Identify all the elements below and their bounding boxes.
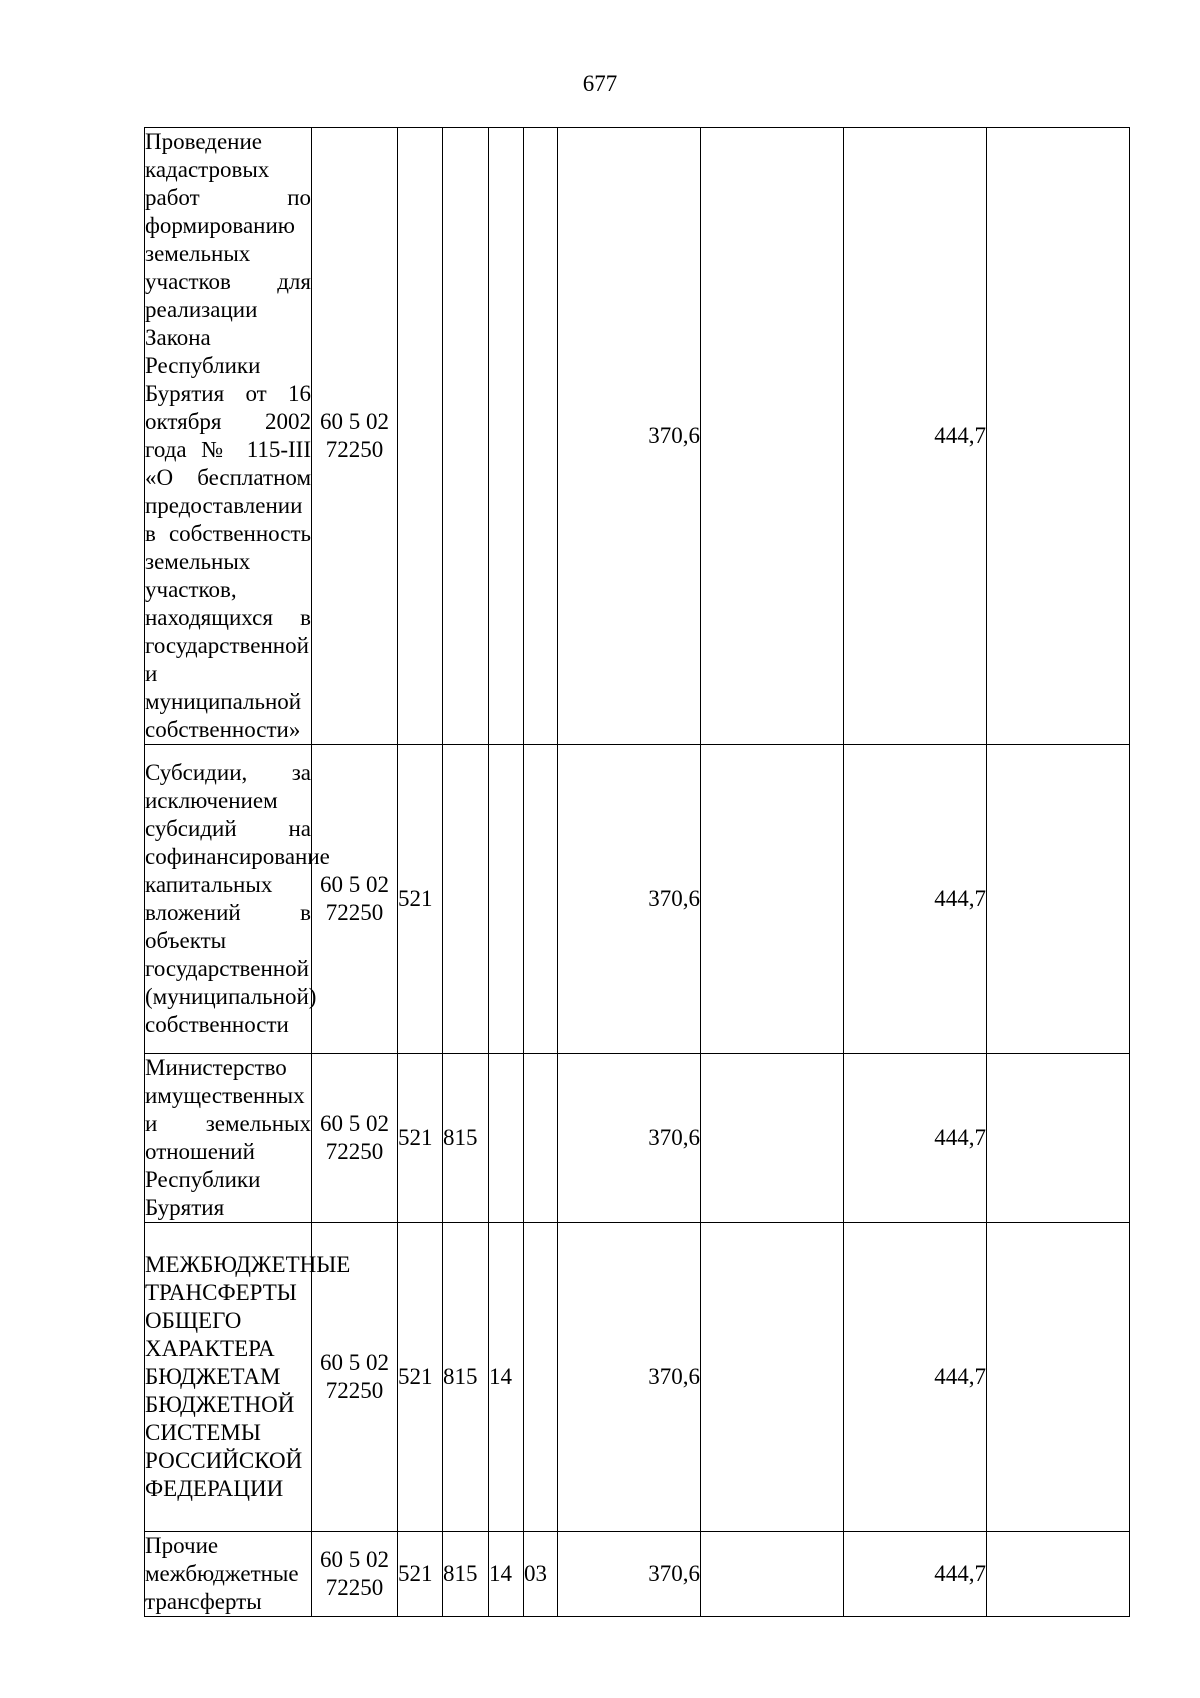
empty-amount-1 <box>701 1054 844 1223</box>
section-code: 14 <box>489 1223 524 1532</box>
amount-2: 444,7 <box>844 1532 987 1617</box>
table-row <box>145 1532 1130 1617</box>
row-name-cell <box>145 128 312 745</box>
target-article-code: 60 5 02 72250 <box>312 128 398 745</box>
empty-amount-1 <box>701 1223 844 1532</box>
amount-1: 370,6 <box>558 745 701 1054</box>
subsection-code <box>524 128 558 745</box>
table-row <box>145 1054 1130 1223</box>
subsection-code <box>524 745 558 1054</box>
expense-type-code: 521 <box>398 1532 443 1617</box>
empty-amount-2 <box>987 1223 1130 1532</box>
row-name-cell <box>145 1532 312 1617</box>
row-name-cell <box>145 745 330 1054</box>
empty-amount-2 <box>987 745 1130 1054</box>
expense-type-code: 521 <box>398 1223 443 1532</box>
target-article-code: 60 5 02 72250 <box>312 1054 398 1223</box>
target-article-code: 60 5 02 72250 <box>312 1532 398 1617</box>
budget-table <box>144 127 1130 1617</box>
row-name: Министерство имущественных и земельных отношений Республики Бурятия <box>145 1055 311 1220</box>
ministry-code: 815 <box>443 1223 489 1532</box>
expense-type-code: 521 <box>398 745 443 1054</box>
table-row <box>145 1223 1130 1532</box>
row-name: Субсидии, за исключением субсидий на софинансирование капитальных вложений в объекты государственной (муниципальной) собственности <box>145 760 330 1037</box>
empty-amount-2 <box>987 1054 1130 1223</box>
amount-2: 444,7 <box>844 745 987 1054</box>
row-name-cell <box>145 1054 312 1223</box>
empty-amount-1 <box>701 1532 844 1617</box>
empty-amount-2 <box>987 1532 1130 1617</box>
table-row <box>145 745 1130 1054</box>
empty-amount-1 <box>701 128 844 745</box>
amount-2: 444,7 <box>844 1223 987 1532</box>
row-name: Прочие межбюджетные трансферты <box>145 1533 299 1614</box>
amount-2: 444,7 <box>844 1054 987 1223</box>
page-number: 677 <box>582 71 618 96</box>
row-name-cell <box>145 1223 351 1532</box>
subsection-code <box>524 1223 558 1532</box>
section-code <box>489 1054 524 1223</box>
expense-type-code: 521 <box>398 1054 443 1223</box>
expense-type-code <box>398 128 443 745</box>
subsection-code: 03 <box>524 1532 558 1617</box>
empty-amount-2 <box>987 128 1130 745</box>
empty-amount-1 <box>701 745 844 1054</box>
section-code: 14 <box>489 1532 524 1617</box>
amount-1: 370,6 <box>558 128 701 745</box>
amount-1: 370,6 <box>558 1532 701 1617</box>
section-code <box>489 128 524 745</box>
ministry-code: 815 <box>443 1054 489 1223</box>
row-name: Проведение кадастровых работ по формированию земельных участков для реализации Закона Республики Бурятия от 16 октября 2002 года № 115-III «О бесплатном предоставлении в собственность земельных участков, находящихся в государственной и муниципальной собственности» <box>145 129 311 742</box>
table-row <box>145 128 1130 745</box>
section-code <box>489 745 524 1054</box>
amount-2: 444,7 <box>844 128 987 745</box>
ministry-code: 815 <box>443 1532 489 1617</box>
target-article-code: 60 5 02 72250 <box>312 1223 398 1532</box>
amount-1: 370,6 <box>558 1054 701 1223</box>
ministry-code <box>443 128 489 745</box>
target-article-code: 60 5 02 72250 <box>312 745 398 1054</box>
subsection-code <box>524 1054 558 1223</box>
row-name: МЕЖБЮДЖЕТНЫЕ ТРАНСФЕРТЫ ОБЩЕГО ХАРАКТЕРА БЮДЖЕТАМ БЮДЖЕТНОЙ СИСТЕМЫ РОССИЙСКОЙ ФЕДЕРАЦИИ <box>145 1252 351 1501</box>
amount-1: 370,6 <box>558 1223 701 1532</box>
ministry-code <box>443 745 489 1054</box>
